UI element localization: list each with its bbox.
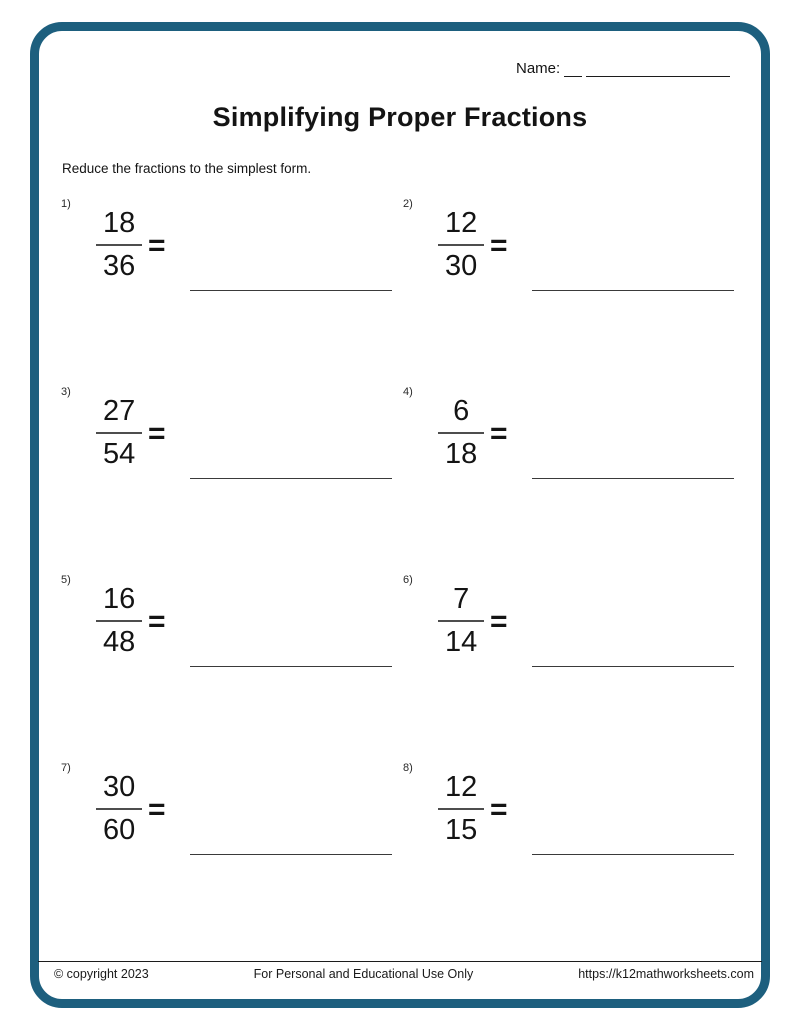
problem-1 <box>60 198 402 298</box>
fraction-bar <box>96 244 142 246</box>
fraction <box>438 394 484 472</box>
name-blank-line[interactable] <box>564 60 582 77</box>
problem-number: 6) <box>403 574 413 586</box>
fraction-denominator: 14 <box>445 626 478 658</box>
fraction-denominator: 15 <box>445 814 478 846</box>
equals-sign: = <box>148 793 166 826</box>
fraction <box>96 206 142 284</box>
fraction-bar <box>438 244 484 246</box>
equals-sign: = <box>490 793 508 826</box>
fraction-numerator: 30 <box>103 771 136 803</box>
equals-sign: = <box>490 229 508 262</box>
fraction <box>438 582 484 660</box>
fraction-denominator: 36 <box>103 250 136 282</box>
fraction-numerator: 27 <box>103 395 136 427</box>
answer-blank[interactable] <box>190 666 392 667</box>
answer-blank[interactable] <box>532 290 734 291</box>
page-title: Simplifying Proper Fractions <box>212 102 588 132</box>
footer <box>38 961 762 981</box>
problem-8 <box>402 762 744 862</box>
answer-blank[interactable] <box>532 854 734 855</box>
fraction-bar <box>438 808 484 810</box>
problem-number: 5) <box>61 574 71 586</box>
footer-url: https://k12mathworksheets.com <box>578 967 754 981</box>
footer-usage-note: For Personal and Educational Use Only <box>253 967 474 981</box>
problem-4 <box>402 386 744 486</box>
equals-sign: = <box>490 417 508 450</box>
fraction-numerator: 6 <box>453 395 470 427</box>
problem-5 <box>60 574 402 674</box>
fraction-numerator: 12 <box>445 207 478 239</box>
fraction-bar <box>438 620 484 622</box>
fraction-numerator: 16 <box>103 583 136 615</box>
problems-grid <box>60 198 750 950</box>
equals-sign: = <box>148 417 166 450</box>
answer-blank[interactable] <box>190 854 392 855</box>
name-row <box>516 60 730 77</box>
fraction-bar <box>438 432 484 434</box>
answer-blank[interactable] <box>190 478 392 479</box>
problem-number: 7) <box>61 762 71 774</box>
fraction-denominator: 60 <box>103 814 136 846</box>
problem-number: 8) <box>403 762 413 774</box>
equals-sign: = <box>490 605 508 638</box>
problem-number: 1) <box>61 198 71 210</box>
fraction-numerator: 18 <box>103 207 136 239</box>
answer-blank[interactable] <box>532 478 734 479</box>
answer-blank[interactable] <box>532 666 734 667</box>
name-label: Name: <box>516 60 561 77</box>
fraction <box>96 394 142 472</box>
fraction <box>438 770 484 848</box>
problem-3 <box>60 386 402 486</box>
problem-number: 3) <box>61 386 71 398</box>
fraction-denominator: 54 <box>103 438 136 470</box>
instruction-text: Reduce the fractions to the simplest form. <box>62 161 312 176</box>
fraction-numerator: 7 <box>453 583 470 615</box>
fraction-bar <box>96 620 142 622</box>
equals-sign: = <box>148 605 166 638</box>
fraction-denominator: 48 <box>103 626 136 658</box>
problem-number: 4) <box>403 386 413 398</box>
answer-blank[interactable] <box>190 290 392 291</box>
fraction-bar <box>96 808 142 810</box>
fraction-denominator: 18 <box>445 438 478 470</box>
problem-2 <box>402 198 744 298</box>
fraction-denominator: 30 <box>445 250 478 282</box>
footer-copyright: © copyright 2023 <box>54 967 149 981</box>
fraction <box>96 770 142 848</box>
name-blank-line[interactable] <box>586 60 730 77</box>
problem-6 <box>402 574 744 674</box>
fraction-numerator: 12 <box>445 771 478 803</box>
problem-7 <box>60 762 402 862</box>
problem-number: 2) <box>403 198 413 210</box>
fraction-bar <box>96 432 142 434</box>
equals-sign: = <box>148 229 166 262</box>
fraction <box>96 582 142 660</box>
fraction <box>438 206 484 284</box>
